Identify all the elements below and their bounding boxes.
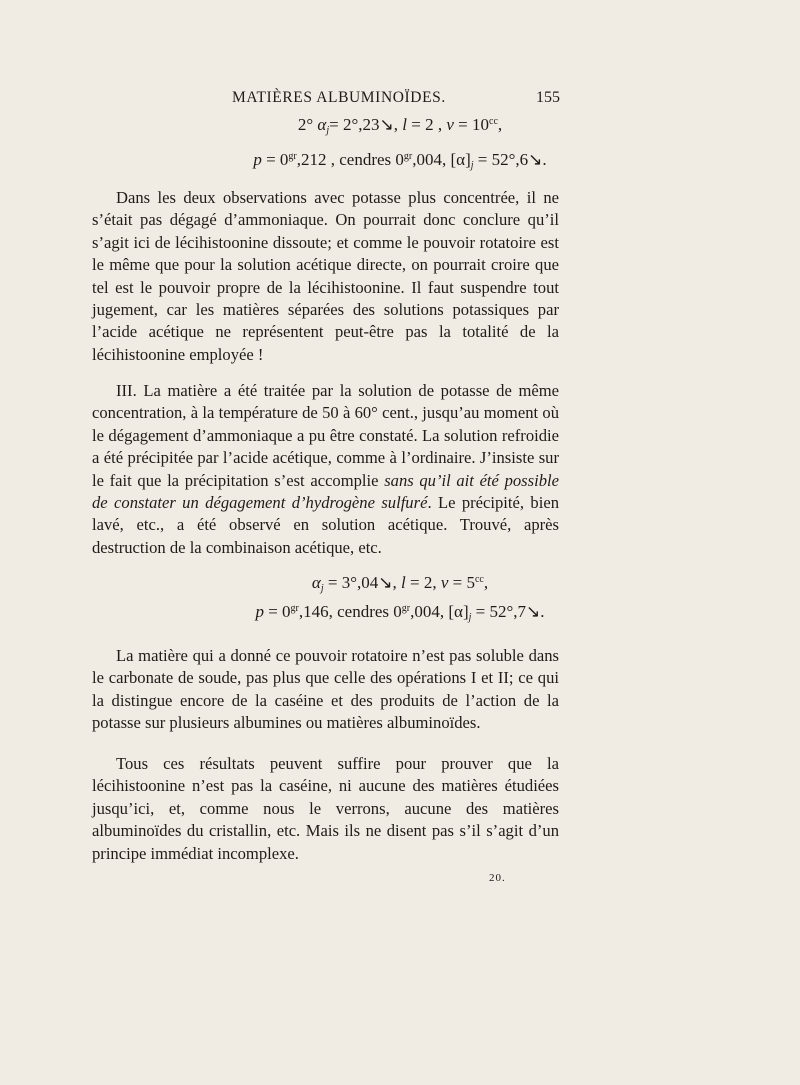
left-rotation-arrow-icon: ↘ — [528, 150, 543, 169]
page-number: 155 — [536, 89, 560, 106]
paragraph-solubility: La matière qui a donné ce pouvoir rotatoire n’est pas soluble dans le carbonate de soude, pas plus que celle des opérations I et II; ce qui la distingue encore de la caséine et des produits de l’action de la potasse sur plusieurs albumines ou matières albuminoïdes. — [92, 646, 559, 733]
formula-rotation-3: $\alpha_j$ = 3°,04↘, l = 2, $v = 5^{cc}$, — [311, 573, 489, 594]
page-header — [0, 89, 800, 113]
running-head: MATIÈRES ALBUMINOÏDES. — [232, 89, 446, 106]
signature-mark: 20. — [489, 872, 506, 884]
formula-rotation-2: 2° $\alpha_j=$ 2°,23↘, l = 2 , $v = 10^{cc}$, — [297, 115, 503, 136]
italic-emphasis: sans qu’il ait été possible de constater un dégagement d’hydrogène sulfuré — [92, 470, 559, 513]
paragraph-concentrated-potash: Dans les deux observations avec potasse plus concentrée, il ne s’était pas dégagé d’ammoniaque. On pourrait donc conclure qu’il s’agit ici de lécihistoonine dissoute; et comme le pouvoir rotatoire est le même que pour la solution acétique directe, on pourrait croire que tel est le pouvoir propre de la lécihistoonine. Il faut suspendre tout jugement, car les matières séparées des solutions potassiques par l’acide acétique ne représentent peut-être pas la totalité de la lécihistoonine employée ! — [92, 188, 559, 364]
paragraph-experiment-iii: III. La matière a été traitée par la solution de potasse de même concentration, à la température de 50 à 60° cent., jusqu’au moment où le dégagement d’ammoniaque a pu être constaté. La solution refroidie a été précipitée par l’acide acétique, comme à l’ordinaire. J’insiste sur le fait que la précipitation s’est accomplie sans qu’il ait été possible de constater un dégagement d’hydrogène sulfuré. Le précipité, bien lavé, etc., a été observé en solution acétique. Trouvé, après destruction de la combinaison acétique, etc. — [92, 381, 559, 557]
left-rotation-arrow-icon: ↘ — [379, 115, 394, 134]
paragraph-conclusion: Tous ces résultats peuvent suffire pour prouver que la lécihistoonine n’est pas la caséine, ni aucune des matières étudiées jusqu’ici, et, comme nous le verrons, aucune des matières albuminoïdes du cristallin, etc. Mais ils ne disent pas s’il s’agit d’un principe immédiat incomplexe. — [92, 754, 559, 863]
formula-weight-2: $p = 0^{gr},212$ , cendres $0^{gr},004$, $[\alpha]_j$ = 52°,6↘. — [253, 150, 547, 171]
formula-weight-3: $p = 0^{gr},146$, cendres $0^{gr},004$, $[\alpha]_j$ = 52°,7↘. — [255, 602, 545, 623]
left-rotation-arrow-icon: ↘ — [526, 602, 541, 621]
left-rotation-arrow-icon: ↘ — [378, 573, 393, 592]
